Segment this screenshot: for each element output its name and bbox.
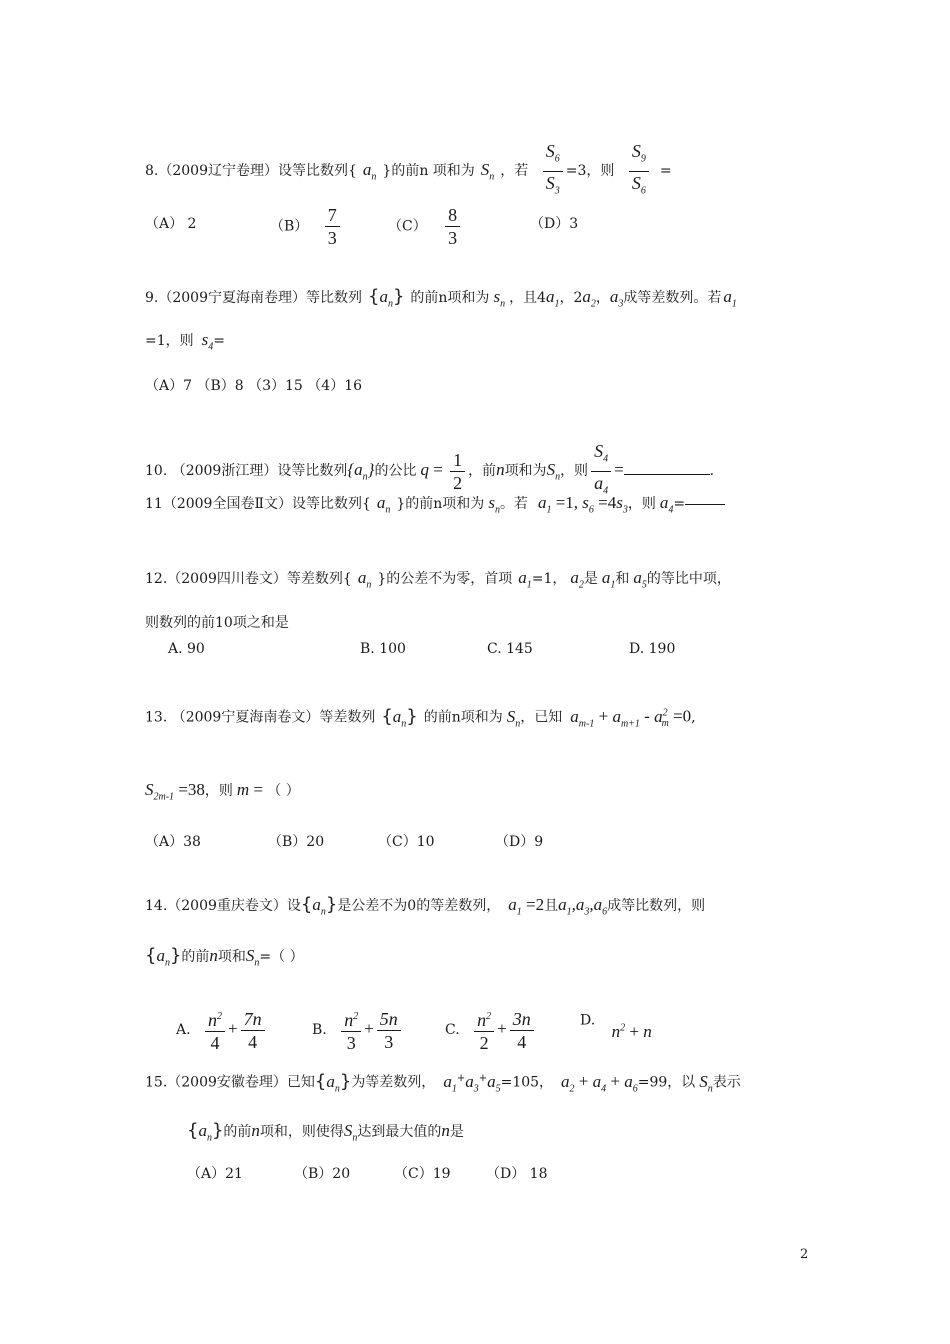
q12-option-d: D. 190 (629, 641, 676, 657)
question-9-stem: 9.（2009宁夏海南卷理）等比数列 $\{a_n\}$ 的前n项和为 $s_n$ ，且$4a_1$，$2a_2$，$a_3$成等差数列。若 $a_1$ (145, 286, 737, 310)
q12-option-a: A. 90 (168, 641, 205, 657)
q8-option-c: （C） $\frac{8}{3}$ (388, 204, 463, 249)
q15-option-a: （A）21 (187, 1166, 243, 1182)
question-14-line2: $\{a_n\}$的前n项和$S_n=$（ ） (145, 945, 304, 969)
question-14-stem: 14.（2009重庆卷文）设$\{a_n\}$是公差不为0的等差数列， $a_1 =2$且$a_1,a_3,a_6$成等比数列，则 (145, 894, 706, 918)
q14-option-a: A. $\frac{n^2}{4}$ + $\frac{7n}{4}$ (176, 1006, 268, 1054)
question-13-stem: 13. （2009宁夏海南卷文）等差数列 $\{a_n\}$ 的前n项和为 $S_n$，已知 $a_{m-1} + a_{m+1} - a^2_m =0$, (145, 705, 696, 730)
q13-option-a: （A）38 (145, 834, 201, 850)
answer-blank[interactable] (624, 474, 710, 475)
page-number: 2 (800, 1247, 809, 1262)
question-10-stem: 10. （2009浙江理）设等比数列$\{a_n\}$的公比 q = $\frac{1}{2}$ ，前n项和为$S_n$，则 $\frac{S_4}{a_4}$ = . (145, 441, 715, 497)
q13-option-b: （B）20 (268, 834, 325, 850)
q8-option-a: （A） 2 (145, 216, 197, 232)
q13-option-c: （C）10 (378, 834, 435, 850)
question-12-line2: 则数列的前10项之和是 (145, 615, 289, 631)
question-11-stem: 11（2009全国卷Ⅱ文）设等比数列{ $a_n$ }的前n项和为 $s_n$。若 $a_1 =1$, $s_6 =4s_3$，则 $a_4=$ (145, 493, 725, 520)
q12-option-b: B. 100 (360, 641, 406, 657)
q8-option-b: （B） $\frac{7}{3}$ (270, 204, 343, 249)
q15-option-d: （D） 18 (486, 1166, 548, 1182)
q14-option-c: C. $\frac{n^2}{2}$ + $\frac{3n}{4}$ (445, 1006, 537, 1054)
question-8-stem: 8.（2009辽宁卷理）设等比数列{ $a_n$ }的前n 项和为 $S_n$ ，若 $\frac{S_6}{S_3}$ =3，则 $\frac{S_9}{S_6}$ = (145, 140, 672, 202)
q13-option-d: （D）9 (495, 834, 544, 850)
q14-option-d: D. $n^2 + n$ (580, 1012, 652, 1041)
q15-option-b: （B）20 (294, 1166, 351, 1182)
fraction-one-half: $\frac{1}{2}$ (450, 449, 465, 494)
question-15-line2: $\{a_n\}$的前n项和，则使得$S_n$达到最大值的n是 (187, 1120, 464, 1144)
question-13-line2: $S_{2m-1} =38$，则 m = （ ） (145, 780, 300, 803)
question-15-stem: 15.（2009安徽卷理）已知$\{a_n\}$为等差数列， $a_1^+a_3^+a_5=105$， $a_2 + a_4 + a_6=99$，以 $S_n$表示 (145, 1070, 741, 1095)
q15-option-c: （C）19 (394, 1166, 451, 1182)
fraction-s6-over-s3: $\frac{S_6}{S_3}$ (543, 140, 563, 202)
q14-option-b: B. $\frac{n^2}{3}$ + $\frac{5n}{3}$ (312, 1006, 404, 1054)
q8-option-d: （D）3 (530, 216, 579, 232)
q9-options: （A）7 （B）8 （3）15 （4）16 (145, 378, 363, 394)
question-12-stem: 12.（2009四川卷文）等差数列{ $a_n$ }的公差不为零，首项 $a_1=1$， $a_2$是 $a_1$和 $a_5$的等比中项， (145, 568, 731, 591)
q12-option-c: C. 145 (487, 641, 533, 657)
fraction-s9-over-s6: $\frac{S_9}{S_6}$ (629, 140, 649, 202)
question-9-line2: =1，则 $s_4=$ (145, 330, 225, 353)
answer-blank[interactable] (685, 504, 725, 505)
